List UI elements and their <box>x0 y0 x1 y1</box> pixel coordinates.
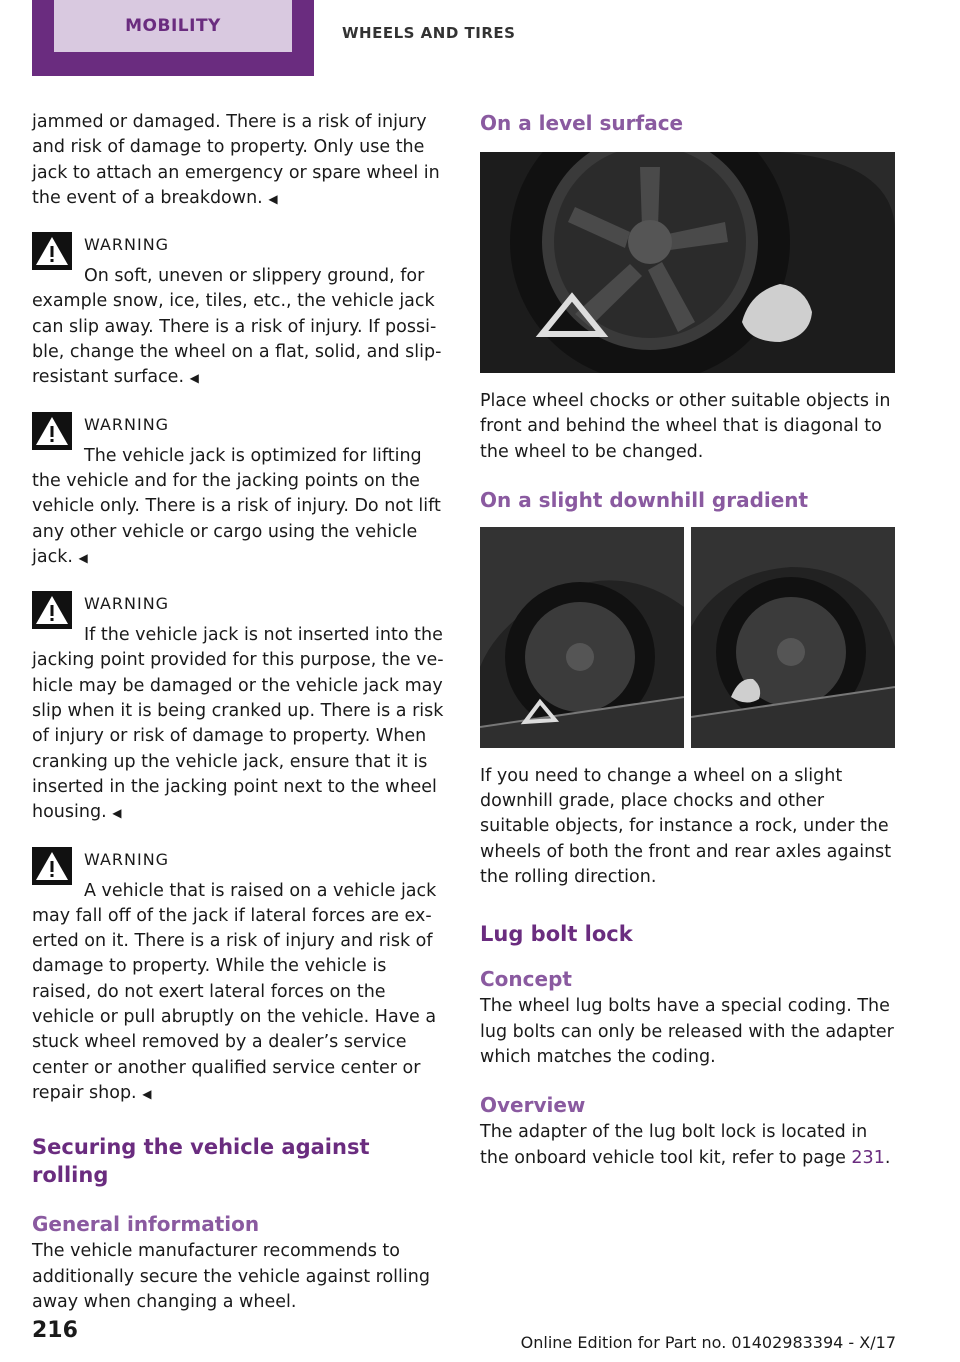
page-number: 216 <box>32 1318 78 1343</box>
page-link[interactable]: 231 <box>851 1147 885 1168</box>
warning-3 <box>32 591 447 826</box>
chapter-tab[interactable] <box>32 0 314 76</box>
chapter-tab-label: MOBILITY <box>54 0 292 52</box>
warning-text: The vehicle jack is optimized for lifting the vehicle and for the jacking points on the vehicle only. There is a risk of injury. Do not lift any other vehicle or cargo using the vehicle jack. ◀ <box>32 445 441 567</box>
left-column <box>32 110 447 1315</box>
downhill-paragraph: If you need to change a wheel on a slight downhill grade, place chocks and other suitable objects, for instance a rock, under the wheels of both the front and rear axles against the rolling direction. <box>480 765 892 888</box>
level-surface-image <box>480 152 895 373</box>
warning-triangle-icon <box>32 412 72 450</box>
end-mark-icon: ◀ <box>189 371 199 386</box>
warning-text: If the vehicle jack is not inserted into the jacking point provided for this purpose, the vehicle may be damaged or the vehicle jack may slip when it is being cranked up. There is a risk of injury or risk of damage to property. When cranking up the vehicle jack, ensure that it is inserted in the jacking point next to the wheel housing. ◀ <box>32 625 444 823</box>
heading-downhill: On a slight downhill gradient <box>480 487 809 512</box>
footer-edition: Online Edition for Part no. 01402983394 - X/17 <box>520 1333 896 1352</box>
downhill-rear-image <box>691 527 895 748</box>
end-mark-icon: ◀ <box>268 191 278 206</box>
warning-triangle-icon <box>32 591 72 629</box>
warning-title: WARNING <box>84 414 170 434</box>
intro-paragraph: jammed or damaged. There is a risk of injury and risk of damage to property. Only use the jack to attach an emergency or spare wheel in the event of a breakdown. ◀ <box>32 112 440 208</box>
warning-2 <box>32 412 447 571</box>
concept-paragraph: The wheel lug bolts have a special coding. The lug bolts can only be released with the adapter which matches the coding. <box>480 996 894 1067</box>
heading-level-surface: On a level surface <box>480 111 684 135</box>
heading-overview: Overview <box>480 1093 586 1118</box>
warning-4 <box>32 847 447 1108</box>
heading-concept: Concept <box>480 967 572 992</box>
warning-title: WARNING <box>84 849 170 869</box>
heading-securing: Securing the vehicle against rolling <box>32 1135 370 1188</box>
section-title: WHEELS AND TIRES <box>342 24 516 42</box>
general-paragraph: The vehicle manufacturer recommends to additionally secure the vehicle against rolling away when changing a wheel. <box>32 1241 430 1312</box>
downhill-images <box>480 527 895 748</box>
warning-text: A vehicle that is raised on a vehicle jack may fall off of the jack if lateral forces are exerted on it. There is a risk of injury and risk of damage to property. While the vehicle is raised, do not exert lateral forces on the vehicle or pull abruptly on the vehicle. Have a stuck wheel removed by a dealer’s service center or another qualified service center or repair shop. ◀ <box>32 880 437 1103</box>
overview-paragraph: The adapter of the lug bolt lock is located in the onboard vehicle tool kit, refer to page 231. <box>480 1122 891 1168</box>
end-mark-icon: ◀ <box>112 806 122 821</box>
warning-triangle-icon <box>32 232 72 270</box>
heading-lug-bolt-lock: Lug bolt lock <box>480 922 633 947</box>
warning-title: WARNING <box>84 594 170 614</box>
warning-text: On soft, uneven or slippery ground, for example snow, ice, tiles, etc., the vehicle jack can slip away. There is a risk of injury. If possible, change the wheel on a flat, solid, and slip-resistant surface. ◀ <box>32 266 442 388</box>
end-mark-icon: ◀ <box>142 1086 152 1101</box>
heading-general-information: General information <box>32 1212 260 1237</box>
right-column <box>480 110 896 1171</box>
end-mark-icon: ◀ <box>78 550 88 565</box>
downhill-front-image <box>480 527 684 748</box>
warning-triangle-icon <box>32 847 72 885</box>
warning-1 <box>32 232 447 391</box>
warning-title: WARNING <box>84 235 170 255</box>
level-surface-paragraph: Place wheel chocks or other suitable objects in front and behind the wheel that is diagonal to the wheel to be changed. <box>480 391 891 462</box>
